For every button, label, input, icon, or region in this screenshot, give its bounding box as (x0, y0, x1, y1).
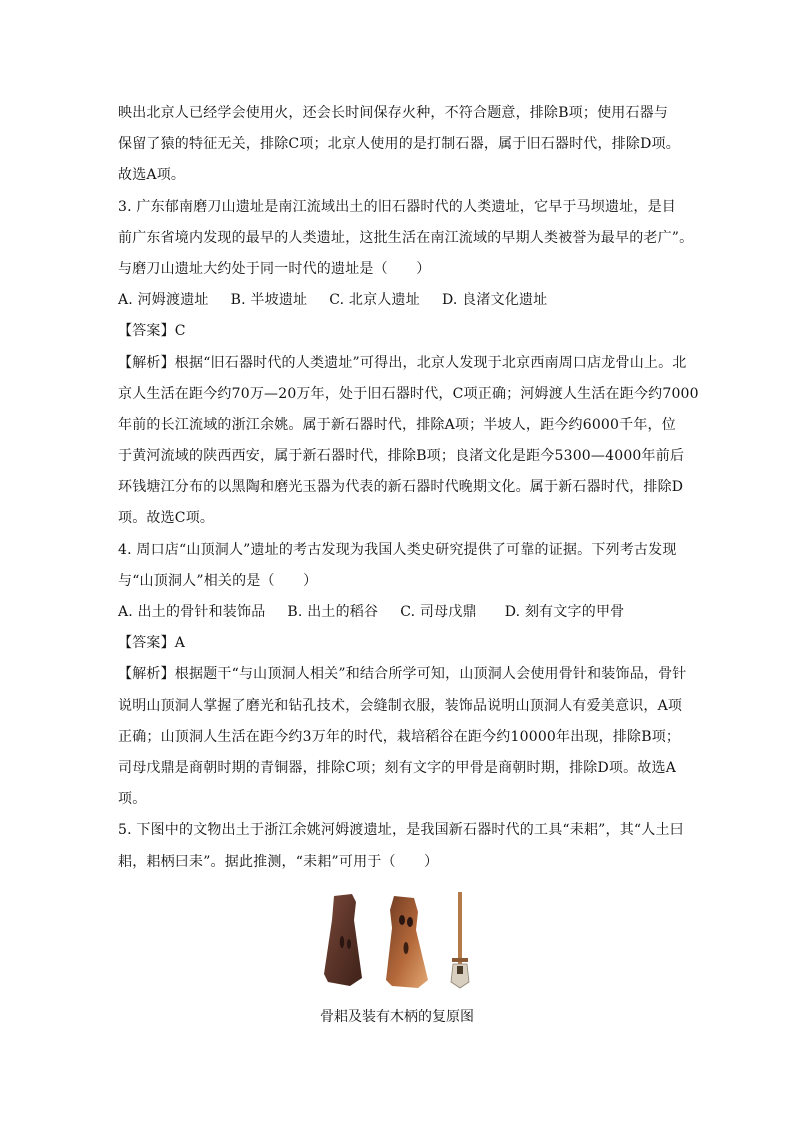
question-stem-line: 4. 周口店“山顶洞人”遗址的考古发现为我国人类史研究提供了可靠的证据。下列考古发现 (118, 541, 677, 558)
question-stem-line: 3. 广东郁南磨刀山遗址是南江流域出土的旧石器时代的人类遗址，它早于马坝遗址，是目 (118, 198, 677, 215)
analysis-line: 司母戊鼎是商朝时期的青铜器，排除C项；刻有文字的甲骨是商朝时期，排除D项。故选A (118, 759, 677, 776)
question-5 (118, 815, 688, 877)
question-stem-line: 前广东省境内发现的最早的人类遗址，这批生活在南江流域的早期人类被誉为最早的老广”。 (118, 229, 694, 246)
text-line: 映出北京人已经学会使用火，还会长时间保存火种，不符合题意，排除B项；使用石器与 (118, 105, 669, 121)
wooden-handle (458, 892, 462, 966)
option-b: B. 出土的稻谷 (287, 604, 379, 620)
question-options (118, 285, 688, 316)
answer-line: 【答案】A (118, 635, 186, 652)
bone-spade-figure (322, 890, 472, 990)
analysis-line: 正确；山顶洞人生活在距今约3万年的时代，栽培稻谷在距今约10000年出现，排除B项； (118, 728, 681, 745)
question-stem-line: 5. 下图中的文物出土于浙江余姚河姆渡遗址，是我国新石器时代的工具“耒耜”，其“人土曰 (118, 822, 684, 839)
analysis-line: 于黄河流域的陕西西安，属于新石器时代，排除B项；良渚文化是距今5300—4000年前后 (118, 448, 685, 465)
option-a: A. 出土的骨针和装饰品 (118, 604, 266, 620)
option-d: D. 刻有文字的甲骨 (504, 604, 625, 620)
analysis-line: 【解析】根据“旧石器时代的人类遗址”可得出，北京人发现于北京西南周口店龙骨山上。北 (118, 354, 687, 371)
analysis-line: 项。 (118, 791, 147, 808)
previous-analysis-continued (118, 98, 688, 192)
option-a: A. 河姆渡遗址 (118, 292, 209, 309)
option-d: D. 良渚文化遗址 (441, 292, 548, 309)
analysis-line: 说明山顶洞人掌握了磨光和钻孔技术，会缝制衣服，装饰品说明山顶洞人有爱美意识，A项 (118, 697, 683, 714)
question-3 (118, 192, 699, 535)
figure-caption: 骨耜及装有木柄的复原图 (320, 1009, 474, 1025)
text-line: 保留了猿的特征无关，排除C项；北京人使用的是打制石器，属于旧石器时代，排除D项。 (118, 136, 680, 153)
question-stem-line: 与“山顶洞人”相关的是（ ） (118, 572, 318, 589)
analysis-line: 【解析】根据题干“与山顶洞人相关”和结合所学可知，山顶洞人会使用骨针和装饰品，骨针 (118, 666, 687, 683)
option-c: C. 北京人遗址 (329, 292, 420, 309)
text-line: 故选A项。 (118, 167, 186, 184)
answer-line: 【答案】C (118, 323, 186, 340)
bone-spade-middle (386, 896, 428, 988)
analysis-line: 项。故选C项。 (118, 510, 215, 527)
analysis-line: 年前的长江流域的浙江余姚。属于新石器时代，排除A项；半坡人，距今约6000千年，位 (118, 416, 676, 433)
question-stem-line: 与磨刀山遗址大约处于同一时代的遗址是（ ） (118, 260, 431, 277)
option-c: C. 司母戊鼎 (400, 604, 477, 620)
analysis-line: 环钱塘江分布的以黑陶和磨光玉器为代表的新石器时代晚期文化。属于新石器时代，排除D (118, 479, 684, 496)
analysis-line: 京人生活在距今约70万—20万年，处于旧石器时代，C项正确；河姆渡人生活在距今约7000 (118, 385, 699, 402)
document-body (118, 98, 699, 878)
question-stem-line: 耜，耜柄曰耒”。据此推测，“耒耜”可用于（ ） (118, 853, 439, 870)
question-4 (118, 535, 688, 816)
question-options (118, 597, 688, 628)
option-b: B. 半坡遗址 (230, 292, 308, 309)
